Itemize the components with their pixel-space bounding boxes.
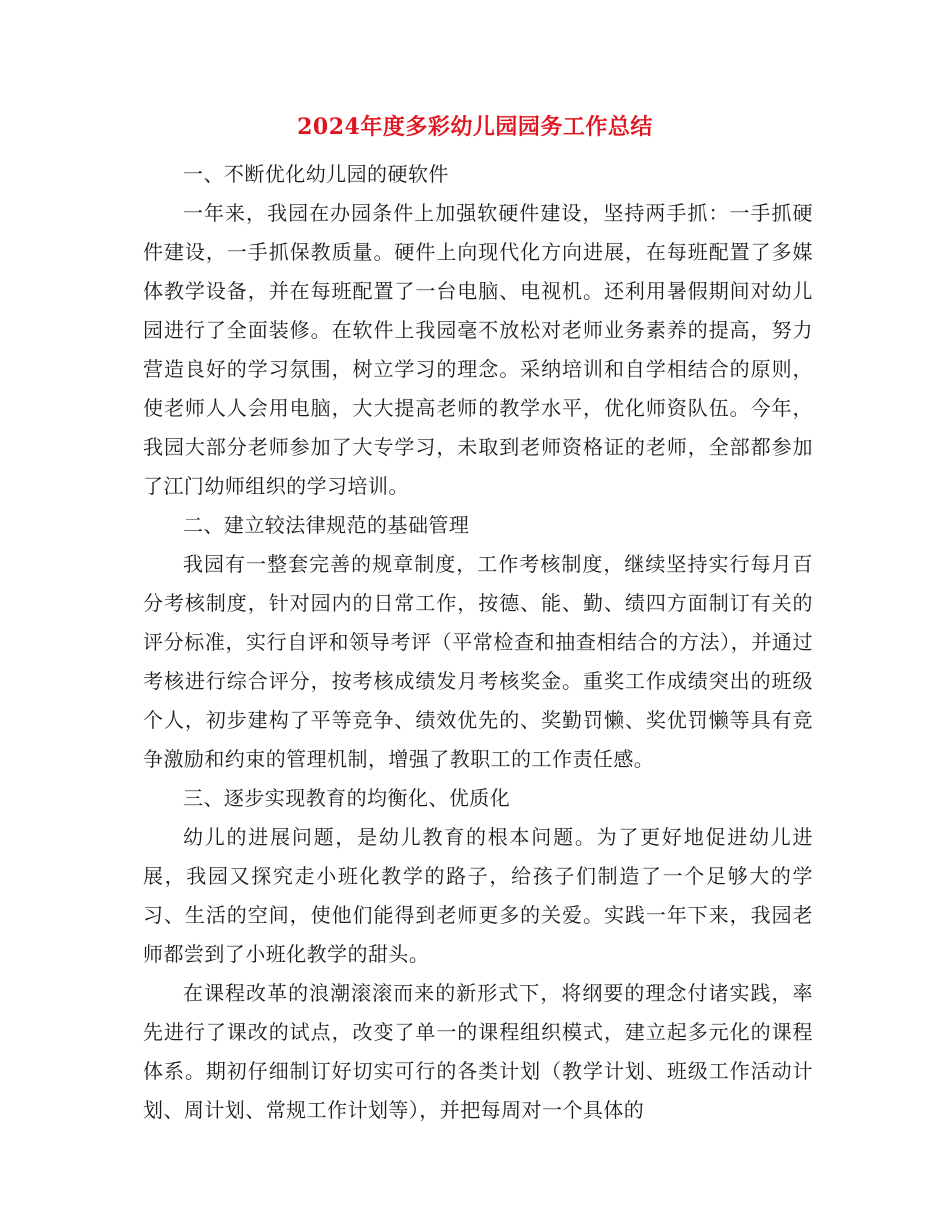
paragraph-1: 一年来，我园在办园条件上加强软硬件建设，坚持两手抓：一手抓硬件建设，一手抓保教质量。硬件上向现代化方向进展，在每班配置了多媒体教学设备，并在每班配置了一台电脑、电视机。还利用暑假期间对幼儿园进行了全面装修。在软件上我园毫不放松对老师业务素养的提高，努力营造良好的学习氛围，树立学习的理念。采纳培训和自学相结合的原则，使老师人人会用电脑，大大提高老师的教学水平，优化师资队伍。今年，我园大部分老师参加了大专学习，未取到老师资格证的老师，全部都参加了江门幼师组织的学习培训。 bbox=[143, 201, 813, 498]
document-body bbox=[143, 155, 813, 1130]
section-heading-3: 三、逐步实现教育的均衡化、优质化 bbox=[183, 786, 511, 810]
paragraph-4: 在课程改革的浪潮滚滚而来的新形式下，将纲要的理念付诸实践，率先进行了课改的试点，改变了单一的课程组织模式，建立起多元化的课程体系。期初仔细制订好切实可行的各类计划（教学计划、班级工作活动计划、周计划、常规工作计划等），并把每周对一个具体的 bbox=[143, 981, 813, 1122]
section-heading-1: 一、不断优化幼儿园的硬软件 bbox=[183, 162, 449, 186]
section-heading-2: 二、建立较法律规范的基础管理 bbox=[183, 513, 470, 537]
paragraph-2: 我园有一整套完善的规章制度，工作考核制度，继续坚持实行每月百分考核制度，针对园内的日常工作，按德、能、勤、绩四方面制订有关的评分标准，实行自评和领导考评（平常检查和抽查相结合的方法），并通过考核进行综合评分，按考核成绩发月考核奖金。重奖工作成绩突出的班级个人，初步建构了平等竞争、绩效优先的、奖勤罚懒、奖优罚懒等具有竞争激励和约束的管理机制，增强了教职工的工作责任感。 bbox=[143, 552, 813, 771]
document-title: 2024年度多彩幼儿园园务工作总结 bbox=[297, 114, 653, 140]
paragraph-3: 幼儿的进展问题，是幼儿教育的根本问题。为了更好地促进幼儿进展，我园又探究走小班化教学的路子，给孩子们制造了一个足够大的学习、生活的空间，使他们能得到老师更多的关爱。实践一年下来，我园老师都尝到了小班化教学的甜头。 bbox=[143, 825, 813, 966]
